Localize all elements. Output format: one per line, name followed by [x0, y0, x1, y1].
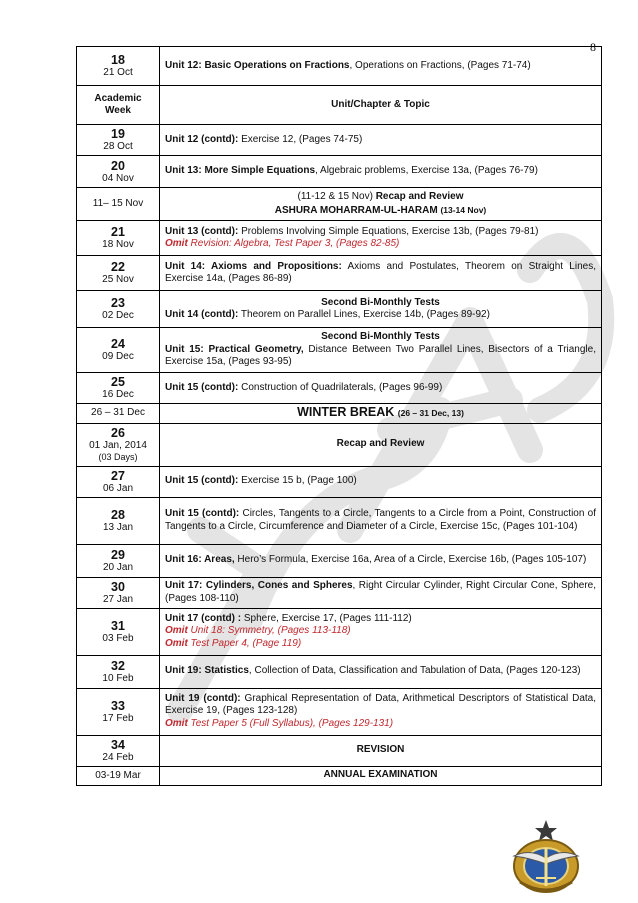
table-row: 22 25 Nov Unit 14: Axioms and Propositions: Axioms and Postulates, Theorem on Straight Lines, Exercise 14a, (Pages 86-89) — [77, 256, 602, 291]
header-week: Academic Week — [77, 86, 160, 125]
table-row: 28 13 Jan Unit 15 (contd): Circles, Tangents to a Circle, Tangents to a Circle from a Point, Construction of Tangents to a Circle, Circumference and Diameter of a Circle, Exercise 15c, (Pages 101-104) — [77, 497, 602, 544]
school-emblem-icon — [506, 818, 586, 896]
table-row: 20 04 Nov Unit 13: More Simple Equations, Algebraic problems, Exercise 13a, (Pages 76-79) — [77, 156, 602, 188]
table-row: 30 27 Jan Unit 17: Cylinders, Cones and Spheres, Right Circular Cylinder, Right Circular Cone, Sphere, (Pages 108-110) — [77, 577, 602, 608]
table-header-row — [77, 86, 602, 125]
table-row: 31 03 Feb Unit 17 (contd) : Sphere, Exercise 17, (Pages 111-112) Omit Unit 18: Symmetry, (Pages 113-118) Omit Test Paper 4, (Page 119) — [77, 608, 602, 655]
table-row: 18 21 Oct Unit 12: Basic Operations on Fractions, Operations on Fractions, (Pages 71-74) — [77, 47, 602, 86]
table-row: 24 09 Dec Second Bi-Monthly Tests Unit 15: Practical Geometry, Distance Between Two Parallel Lines, Bisectors of a Triangle, Exercise 15a, (Pages 93-95) — [77, 328, 602, 373]
table-row: 23 02 Dec Second Bi-Monthly Tests Unit 14 (contd): Theorem on Parallel Lines, Exercise 14b, (Pages 89-92) — [77, 291, 602, 328]
table-row: 03-19 Mar ANNUAL EXAMINATION — [77, 766, 602, 785]
page-number: 8 — [590, 40, 596, 54]
table-row: 26 01 Jan, 2014 (03 Days) Recap and Review — [77, 423, 602, 466]
table-row: 11– 15 Nov (11-12 & 15 Nov) Recap and Review ASHURA MOHARRAM-UL-HARAM (13-14 Nov) — [77, 188, 602, 221]
table-row: 25 16 Dec Unit 15 (contd): Construction of Quadrilaterals, (Pages 96-99) — [77, 373, 602, 404]
table-row: 27 06 Jan Unit 15 (contd): Exercise 15 b, (Page 100) — [77, 466, 602, 497]
header-unit: Unit/Chapter & Topic — [160, 86, 602, 125]
table-row: 32 10 Feb Unit 19: Statistics, Collection of Data, Classification and Tabulation of Data, (Pages 120-123) — [77, 655, 602, 688]
table-row: 29 20 Jan Unit 16: Areas, Hero’s Formula, Exercise 16a, Area of a Circle, Exercise 16b, (Pages 105-107) — [77, 544, 602, 577]
table-row: 21 18 Nov Unit 13 (contd): Problems Involving Simple Equations, Exercise 13b, (Pages 79-81) Omit Revision: Algebra, Test Paper 3, (Pages 82-85) — [77, 221, 602, 256]
schedule-table — [76, 46, 602, 786]
table-row: 26 – 31 Dec WINTER BREAK (26 – 31 Dec, 13) — [77, 404, 602, 424]
table-row: 33 17 Feb Unit 19 (contd): Graphical Representation of Data, Arithmetical Descriptors of Statistical Data, Exercise 19, (Pages 123-128) Omit Test Paper 5 (Full Syllabus), (Pages 129-131) — [77, 688, 602, 735]
table-row: 34 24 Feb REVISION — [77, 735, 602, 766]
table-row: 19 28 Oct Unit 12 (contd): Exercise 12, (Pages 74-75) — [77, 125, 602, 156]
